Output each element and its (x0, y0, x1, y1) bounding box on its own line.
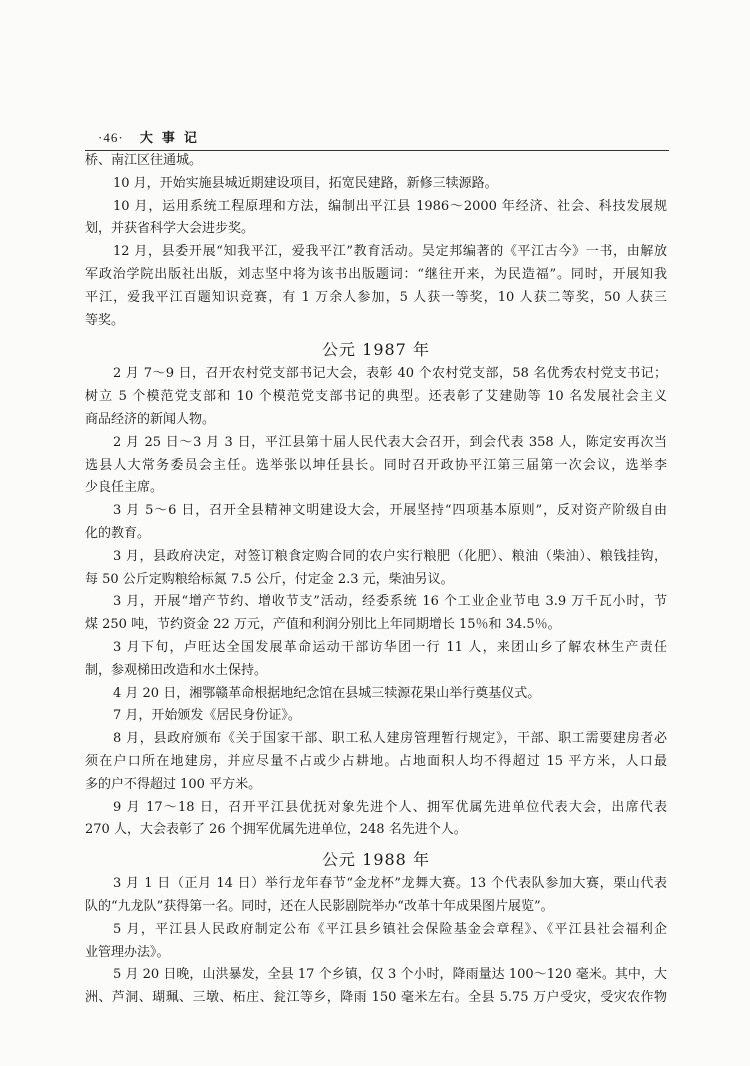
paragraph (85, 500, 667, 546)
paragraph (85, 546, 667, 592)
text-line: 2 月 25 日～3 月 3 日，平江县第十届人民代表大会召开，到会代表 358 人，陈定安再次当 (113, 434, 667, 450)
text-line: 军政治学院出版社出版，刘志坚中将为该书出版题词：“继往开来，为民造福”。同时，开展知我 (85, 266, 667, 282)
text-line: 3 月 1 日（正月 14 日）举行龙年春节“金龙杯”龙舞大赛。13 个代表队参加大赛，栗山代表 (113, 876, 667, 892)
paragraph (85, 173, 667, 196)
paragraph (85, 873, 667, 919)
text-line: 7 月，开始颁发《居民身份证》。 (113, 708, 301, 724)
text-line: 划，并获省科学大会进步奖。 (85, 221, 255, 237)
text-line: 等奖。 (85, 312, 125, 328)
text-line: 3 月下旬，卢旺达全国发展革命运动干部访华团一行 11 人，来团山乡了解农林生产责任 (113, 639, 667, 655)
text-line: 9 月 17～18 日，召开平江县优抚对象先进个人、拥军优属先进单位代表大会，出席代表 (113, 799, 667, 815)
text-line: 商品经济的新闻人物。 (85, 411, 216, 427)
text-line: 桥、南江区往通城。 (85, 153, 203, 168)
text-line: 5 月，平江县人民政府制定公布《平江县乡镇社会保险基金会章程》、《平江县社会福利企 (113, 921, 667, 937)
section-1988 (85, 873, 667, 1010)
paragraph (85, 683, 667, 706)
year-heading-1988: 公元 1988 年 (322, 850, 430, 870)
text-line: 化的教育。 (85, 525, 151, 541)
paragraph (85, 919, 667, 965)
page-number: ·46· (98, 130, 124, 145)
paragraph (85, 797, 667, 843)
text-line: 10 月，开始实施县城近期建设项目，拓宽民建路，新修三犊源路。 (113, 175, 498, 191)
text-line: 煤 250 吨，节约资金 22 万元，产值和利润分别比上年同期增长 15％和 34.5％。 (85, 617, 561, 633)
text-line: 队的“九龙队”获得第一名。同时，还在人民影剧院举办“改革十年成果图片展览”。 (85, 898, 554, 914)
paragraph (85, 637, 667, 683)
paragraph (85, 196, 667, 242)
text-line: 选县人大常务委员会主任。选举张以坤任县长。同时召开政协平江第三届第一次会议，选举李 (85, 457, 667, 473)
text-line: 制，参观梯田改造和水土保持。 (85, 662, 268, 678)
text-line: 3 月，开展“增产节约、增收节支”活动，经委系统 16 个工业企业节电 3.9 万千瓦小时，节 (113, 594, 667, 610)
paragraph (85, 591, 667, 637)
paragraph (85, 432, 667, 500)
paragraph (85, 705, 667, 728)
paragraph (85, 363, 667, 431)
text-line: 5 月 20 日晚，山洪暴发，全县 17 个乡镇，仅 3 个小时，降雨量达 100～120 毫米。其中，大 (113, 967, 667, 983)
text-line: 洲、芦洞、瑚珮、三墩、柘庄、瓮江等乡，降雨 150 毫米左右。全县 5.75 万户受灾，受灾农作物 (85, 990, 667, 1006)
year-heading-1987: 公元 1987 年 (322, 340, 430, 360)
text-line: 每 50 公斤定购粮给标氮 7.5 公斤，付定金 2.3 元，柴油另议。 (85, 571, 454, 587)
text-line: 业管理办法》。 (85, 944, 170, 960)
text-line: 270 人，大会表彰了 26 个拥军优属先进单位，248 名先进个人。 (85, 822, 467, 838)
text-line: 10 月，运用系统工程原理和方法，编制出平江县 1986～2000 年经济、社会、科技发展规 (113, 198, 667, 214)
text-line: 多的户不得超过 100 平方米。 (85, 776, 262, 792)
text-line: 3 月，县政府决定，对签订粮食定购合同的农户实行粮肥（化肥）、粮油（柴油）、粮钱挂钩， (113, 548, 667, 564)
page-body (85, 150, 667, 1010)
running-header (98, 127, 206, 146)
text-line: 少良任主席。 (85, 480, 164, 496)
text-line: 4 月 20 日，湘鄂赣革命根据地纪念馆在县城三犊源花果山举行奠基仪式。 (113, 685, 541, 701)
paragraph (85, 964, 667, 1010)
paragraph (85, 241, 667, 332)
text-line: 须在户口所在地建房，并应尽量不占或少占耕地。占地面积人均不得超过 15 平方米，人口最 (85, 753, 667, 769)
paragraph (85, 728, 667, 796)
text-line: 树立 5 个模范党支部和 10 个模范党支部书记的典型。还表彰了艾建勋等 10 名发展社会主义 (85, 389, 667, 405)
text-line: 3 月 5～6 日，召开全县精神文明建设大会，开展坚持“四项基本原则”，反对资产阶级自由 (113, 503, 667, 519)
section-title: 大事记 (139, 131, 206, 146)
text-line: 2 月 7～9 日，召开农村党支部书记大会，表彰 40 个农村党支部，58 名优秀农村党支书记； (113, 366, 667, 382)
text-line: 12 月，县委开展“知我平江，爱我平江”教育活动。吴定邦编著的《平江古今》一书，由解放 (113, 244, 667, 260)
text-line: 平江，爱我平江百题知识竞赛，有 1 万余人参加，5 人获一等奖，10 人获二等奖，50 人获三 (85, 289, 667, 305)
section-1987 (85, 363, 667, 842)
text-line: 8 月，县政府颁布《关于国家干部、职工私人建房管理暂行规定》，干部、职工需要建房者必 (113, 731, 667, 747)
